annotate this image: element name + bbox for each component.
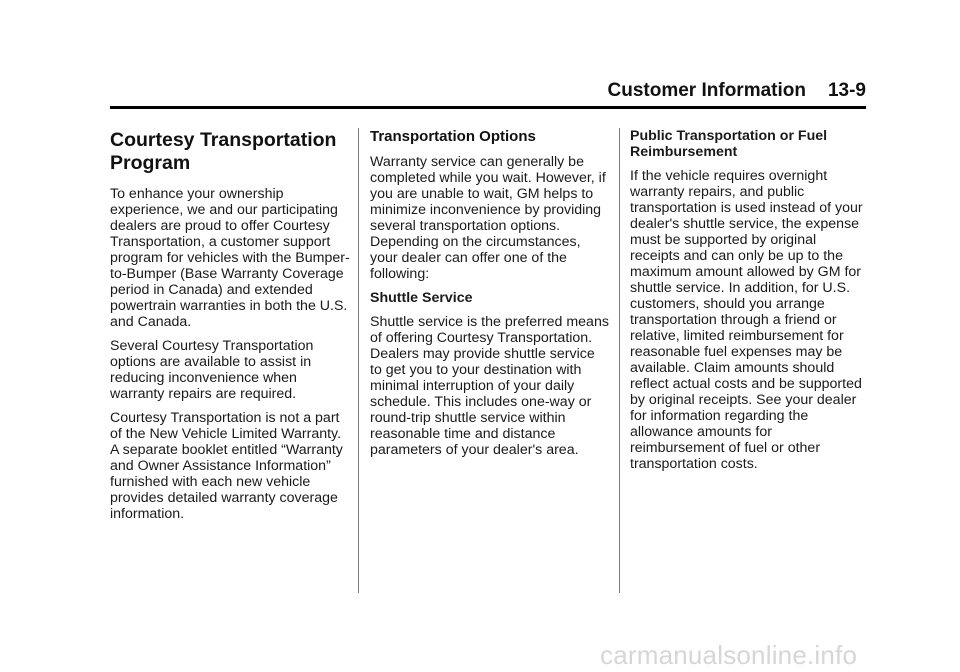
- paragraph-warranty-note: Courtesy Transportation is not a part of the New Vehicle Limited Warranty. A separate booklet entitled “Warranty and Owner Assistance Information” furnished with each new vehicle provides detailed warranty coverage information.: [110, 410, 343, 522]
- section-heading: [110, 129, 350, 175]
- subsection-heading: Transportation Options: [370, 128, 536, 145]
- heading-line-2: Program: [110, 152, 191, 174]
- shuttle-service-heading: Shuttle Service: [370, 290, 473, 306]
- section-title: Customer Information: [607, 80, 806, 101]
- column-public-transportation: [630, 128, 866, 480]
- public-transportation-heading: Public Transportation or Fuel Reimbursement: [630, 128, 828, 160]
- column-divider: [358, 128, 359, 593]
- column-courtesy-transportation: [110, 128, 350, 530]
- column-transportation-options: [370, 128, 610, 466]
- heading-line-1: Courtesy Transportation: [110, 129, 337, 151]
- page-header: [110, 80, 866, 109]
- page-number: 13-9: [827, 80, 866, 101]
- paragraph-reimbursement: If the vehicle requires overnight warranty repairs, and public transportation is used instead of your dealer's shuttle service, the expense must be supported by original receipts and can only be up to the maximum amount allowed by GM for shuttle service. In addition, for U.S. customers, should you arrange transportation through a friend or relative, limited reimbursement for reasonable fuel expenses may be available. Claim amounts should reflect actual costs and be supported by original receipts. See your dealer for information regarding the allowance amounts for reimbursement of fuel or other transportation costs.: [630, 168, 863, 472]
- watermark: carmanualsonline.info: [600, 640, 858, 670]
- paragraph-options-intro: Warranty service can generally be completed while you wait. However, if you are unable to wait, GM helps to minimize inconvenience by providing several transportation options. Depending on the circumstances, your dealer can offer one of the following:: [370, 154, 606, 282]
- paragraph-options: Several Courtesy Transportation options are available to assist in reducing inconvenience when warranty repairs are required.: [110, 338, 314, 402]
- column-divider: [619, 128, 620, 593]
- paragraph-intro: To enhance your ownership experience, we and our participating dealers are proud to offer Courtesy Transportation, a customer support program for vehicles with the Bumper-to-Bumper (Base Warranty Coverage period in Canada) and extended powertrain warranties in both the U.S. and Canada.: [110, 186, 350, 330]
- paragraph-shuttle-service: Shuttle service is the preferred means of offering Courtesy Transportation. Dealers may provide shuttle service to get you to your destination with minimal interruption of your daily schedule. This includes one-way or round-trip shuttle service within reasonable time and distance parameters of your dealer's area.: [370, 314, 609, 458]
